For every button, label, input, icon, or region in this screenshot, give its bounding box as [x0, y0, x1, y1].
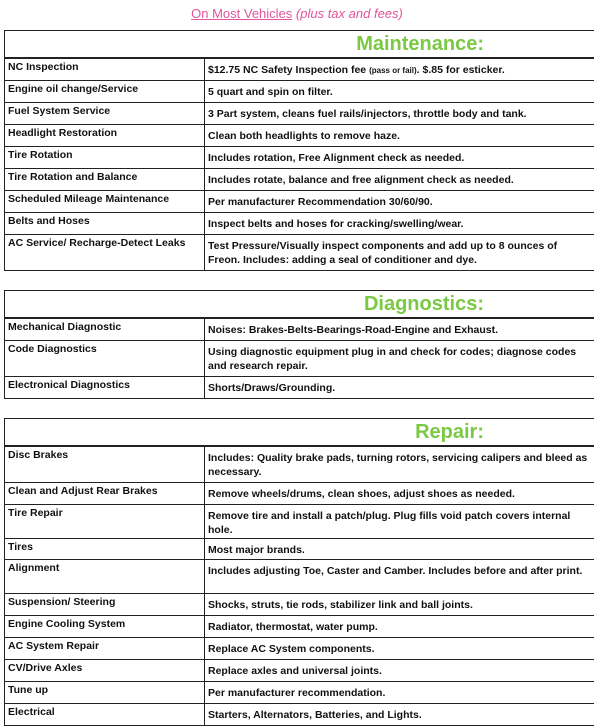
service-name: Tune up — [5, 682, 205, 704]
service-description: Includes rotation, Free Alignment check as needed. — [205, 147, 594, 169]
service-description: Starters, Alternators, Batteries, and Lights. — [205, 704, 594, 726]
service-name: Belts and Hoses — [5, 213, 205, 235]
section-title: Diagnostics: — [4, 290, 594, 318]
table-row — [5, 169, 594, 191]
service-name: Engine Cooling System — [5, 616, 205, 638]
table-row — [5, 560, 594, 594]
pass-fail-note: (pass or fail) — [369, 66, 417, 75]
section-title: Repair: — [4, 418, 594, 446]
table-row — [5, 103, 594, 125]
service-name: Alignment — [5, 560, 205, 594]
table-row — [5, 341, 594, 377]
service-name: Electrical — [5, 704, 205, 726]
maintenance-section — [4, 30, 594, 271]
service-description: Remove tire and install a patch/plug. Plug fills void patch covers internal hole. — [205, 505, 594, 539]
service-description: Per manufacturer Recommendation 30/60/90. — [205, 191, 594, 213]
service-description: Includes: Quality brake pads, turning rotors, servicing calipers and bleed as necessary. — [205, 447, 594, 483]
repair-section — [4, 418, 594, 726]
service-description: 3 Part system, cleans fuel rails/injectors, throttle body and tank. — [205, 103, 594, 125]
table-row — [5, 147, 594, 169]
table-row — [5, 377, 594, 399]
service-name: AC Service/ Recharge-Detect Leaks — [5, 235, 205, 271]
service-description: Includes adjusting Toe, Caster and Camber. Includes before and after print. — [205, 560, 594, 594]
service-description: Remove wheels/drums, clean shoes, adjust shoes as needed. — [205, 483, 594, 505]
service-description: Per manufacturer recommendation. — [205, 682, 594, 704]
page-header — [0, 6, 594, 21]
service-description: 5 quart and spin on filter. — [205, 81, 594, 103]
service-description: Noises: Brakes-Belts-Bearings-Road-Engine and Exhaust. — [205, 319, 594, 341]
diagnostics-table — [4, 318, 594, 399]
service-name: Suspension/ Steering — [5, 594, 205, 616]
service-name: Headlight Restoration — [5, 125, 205, 147]
table-row — [5, 447, 594, 483]
service-description: Radiator, thermostat, water pump. — [205, 616, 594, 638]
table-row — [5, 213, 594, 235]
service-name: Tire Repair — [5, 505, 205, 539]
section-title: Maintenance: — [4, 30, 594, 58]
service-description: Inspect belts and hoses for cracking/swelling/wear. — [205, 213, 594, 235]
service-name: Tires — [5, 539, 205, 560]
service-name: Fuel System Service — [5, 103, 205, 125]
service-name: Disc Brakes — [5, 447, 205, 483]
service-name: AC System Repair — [5, 638, 205, 660]
table-row — [5, 616, 594, 638]
service-description: Includes rotate, balance and free alignment check as needed. — [205, 169, 594, 191]
service-description: Using diagnostic equipment plug in and check for codes; diagnose codes and research repair. — [205, 341, 594, 377]
service-description: Clean both headlights to remove haze. — [205, 125, 594, 147]
service-name: Code Diagnostics — [5, 341, 205, 377]
table-row — [5, 191, 594, 213]
table-row — [5, 125, 594, 147]
service-name: Mechanical Diagnostic — [5, 319, 205, 341]
service-description: Test Pressure/Visually inspect components and add up to 8 ounces of Freon. Includes: adding a seal of conditioner and dye. — [205, 235, 594, 271]
service-description: Shorts/Draws/Grounding. — [205, 377, 594, 399]
service-name: CV/Drive Axles — [5, 660, 205, 682]
service-description: Replace axles and universal joints. — [205, 660, 594, 682]
maintenance-table — [4, 58, 594, 271]
table-row — [5, 660, 594, 682]
header-prefix: On Most Vehicles — [191, 6, 293, 21]
table-row — [5, 594, 594, 616]
table-row — [5, 682, 594, 704]
service-name: Engine oil change/Service — [5, 81, 205, 103]
table-row — [5, 319, 594, 341]
service-name: Electronical Diagnostics — [5, 377, 205, 399]
service-description: Replace AC System components. — [205, 638, 594, 660]
table-row — [5, 539, 594, 560]
table-row — [5, 483, 594, 505]
service-name: NC Inspection — [5, 59, 205, 81]
service-description: Most major brands. — [205, 539, 594, 560]
service-name: Tire Rotation — [5, 147, 205, 169]
service-name: Clean and Adjust Rear Brakes — [5, 483, 205, 505]
table-row — [5, 81, 594, 103]
diagnostics-section — [4, 290, 594, 399]
service-name: Tire Rotation and Balance — [5, 169, 205, 191]
table-row — [5, 638, 594, 660]
service-name: Scheduled Mileage Maintenance — [5, 191, 205, 213]
table-row — [5, 235, 594, 271]
header-suffix: (plus tax and fees) — [292, 6, 403, 21]
repair-table — [4, 446, 594, 726]
service-description: Shocks, struts, tie rods, stabilizer link and ball joints. — [205, 594, 594, 616]
service-description: $12.75 NC Safety Inspection fee (pass or fail). $.85 for esticker. — [205, 59, 594, 81]
table-row — [5, 704, 594, 726]
table-row — [5, 505, 594, 539]
table-row — [5, 59, 594, 81]
